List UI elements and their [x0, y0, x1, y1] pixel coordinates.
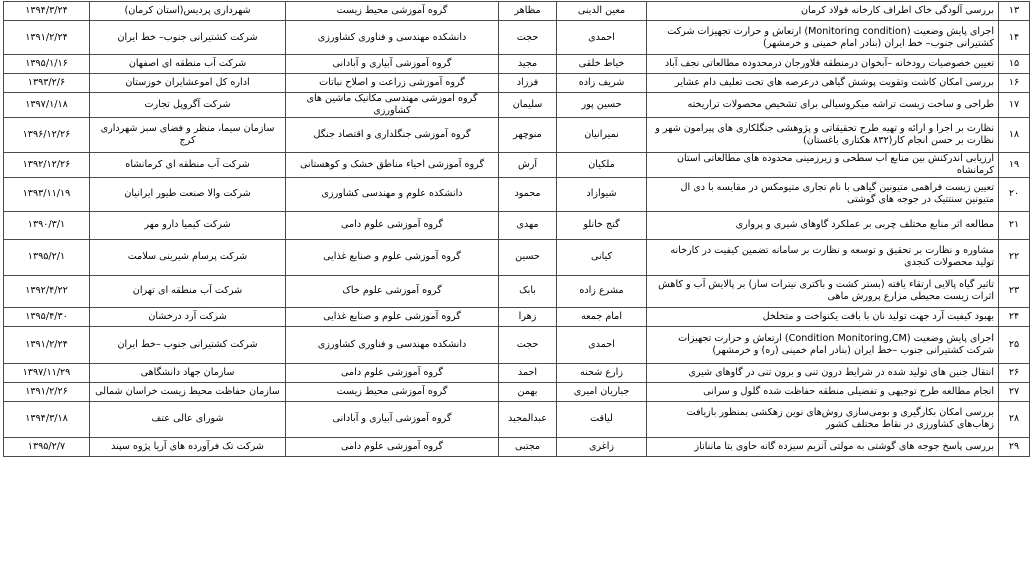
row-number: ۲۳ — [999, 275, 1030, 307]
first-name: بهمن — [499, 382, 557, 401]
client-organization: شرکت والا صنعت طیور ایرانیان — [90, 177, 286, 211]
first-name: مجتبی — [499, 437, 557, 456]
table-row — [4, 93, 1030, 118]
first-name: فرزاد — [499, 74, 557, 93]
table-row — [4, 2, 1030, 21]
project-title: بهبود کیفیت آرد جهت تولید نان با بافت یکنواخت و متخلخل — [647, 307, 999, 326]
contract-date: ۱۳۹۴/۳/۲۴ — [4, 2, 90, 21]
client-organization: شورای عالی عتف — [90, 401, 286, 437]
table-row — [4, 363, 1030, 382]
table-row — [4, 55, 1030, 74]
contract-date: ۱۳۹۴/۳/۱۸ — [4, 401, 90, 437]
row-number: ۱۹ — [999, 152, 1030, 177]
first-name: حجت — [499, 21, 557, 55]
department: گروه آموزشی محیط زیست — [286, 382, 499, 401]
project-title: نظارت بر اجرا و ارائه و تهیه طرح تحقیقاتی و پژوهشی جنگلکاری های پیرامون شهر و نظارت بر حسن انجام کار(۸۳۲ هکتاری باغستان) — [647, 117, 999, 152]
row-number: ۲۱ — [999, 211, 1030, 239]
table-row — [4, 275, 1030, 307]
first-name: منوچهر — [499, 117, 557, 152]
department: گروه آموزشی علوم دامی — [286, 211, 499, 239]
project-title: طراحی و ساخت زیست تراشه میکروسیالی برای تشخیص محصولات تراریخته — [647, 93, 999, 118]
department: گروه آموزشی علوم دامی — [286, 363, 499, 382]
contract-date: ۱۳۹۱/۲/۲۶ — [4, 382, 90, 401]
project-title: مشاوره و نظارت بر تحقیق و توسعه و نظارت بر سامانه تضمین کیفیت در کارخانه تولید محصولات کنجدی — [647, 239, 999, 275]
project-title: انجام مطالعه طرح توجیهی و تفضیلی منطقه حفاظت شده گلول و سرانی — [647, 382, 999, 401]
project-title: انتقال جنین های تولید شده در شرایط درون تنی و برون تنی در گاوهای شیری — [647, 363, 999, 382]
contract-date: ۱۳۹۱/۲/۲۴ — [4, 326, 90, 363]
first-name: احمد — [499, 363, 557, 382]
first-name: سلیمان — [499, 93, 557, 118]
last-name: شریف زاده — [557, 74, 647, 93]
table-row — [4, 177, 1030, 211]
table-row — [4, 382, 1030, 401]
last-name: گنج خانلو — [557, 211, 647, 239]
row-number: ۱۴ — [999, 21, 1030, 55]
first-name: آرش — [499, 152, 557, 177]
contract-date: ۱۳۹۲/۱۲/۲۶ — [4, 152, 90, 177]
department: گروه آموزشی علوم و صنایع غذایی — [286, 307, 499, 326]
row-number: ۱۳ — [999, 2, 1030, 21]
contract-date: ۱۳۹۳/۱۱/۱۹ — [4, 177, 90, 211]
row-number: ۲۹ — [999, 437, 1030, 456]
table-row — [4, 239, 1030, 275]
project-title: بررسی امکان بکارگیری و بومی‌سازی روش‌های نوین زهکشی بمنظور بازیافت زهاب‌های کشاورزی در نقاط مختلف کشور — [647, 401, 999, 437]
department: گروه آموزشی علوم و صنایع غذایی — [286, 239, 499, 275]
client-organization: شهرداری پردیس(استان کرمان) — [90, 2, 286, 21]
row-number: ۲۲ — [999, 239, 1030, 275]
row-number: ۱۷ — [999, 93, 1030, 118]
last-name: شیوازاد — [557, 177, 647, 211]
last-name: حسین پور — [557, 93, 647, 118]
client-organization: سازمان جهاد دانشگاهی — [90, 363, 286, 382]
last-name: کیانی — [557, 239, 647, 275]
last-name: خیاط خلقی — [557, 55, 647, 74]
first-name: زهرا — [499, 307, 557, 326]
project-title: اجرای پایش وضعیت (Monitoring condition) ارتعاش و حرارت تجهیزات شرکت کشتیرانی جنوب– خط ایران (بنادر امام خمینی و خرمشهر) — [647, 21, 999, 55]
project-title: بررسی آلودگی خاک اطراف کارخانه فولاد کرمان — [647, 2, 999, 21]
table-row — [4, 326, 1030, 363]
table-row — [4, 401, 1030, 437]
table-body — [4, 2, 1030, 457]
client-organization: اداره کل اموعشایران خوزستان — [90, 74, 286, 93]
row-number: ۱۵ — [999, 55, 1030, 74]
project-title: بررسی پاسخ جوجه های گوشتی به مولتی آنزیم سیزده گانه حاوی بتا مانناناز — [647, 437, 999, 456]
first-name: حسین — [499, 239, 557, 275]
department: گروه آموزشی آبیاری و آبادانی — [286, 55, 499, 74]
project-title: مطالعه اثر منابع مختلف چربی بر عملکرد گاوهای شیری و پرواری — [647, 211, 999, 239]
row-number: ۲۷ — [999, 382, 1030, 401]
client-organization: سازمان حفاظت محیط زیست خراسان شمالی — [90, 382, 286, 401]
department: دانشکده مهندسی و فناوری کشاورزی — [286, 21, 499, 55]
department: دانشکده مهندسی و فناوری کشاورزی — [286, 326, 499, 363]
project-title: تاثیر گیاه پالایی ارتقاء یافته (بستر کشت و باکتری نیترات ساز) بر پالایش آب و کاهش اثرات زیست محیطی مزارع پرورش ماهی — [647, 275, 999, 307]
client-organization: شرکت کیمیا دارو مهر — [90, 211, 286, 239]
department: دانشکده علوم و مهندسی کشاورزی — [286, 177, 499, 211]
department: گروه آموزشی آبیاری و آبادانی — [286, 401, 499, 437]
table-row — [4, 307, 1030, 326]
first-name: مظاهر — [499, 2, 557, 21]
client-organization: شرکت آب منطقه ای کرمانشاه — [90, 152, 286, 177]
contract-date: ۱۳۹۵/۲/۱ — [4, 239, 90, 275]
client-organization: شرکت کشتیرانی جنوب– خط ایران — [90, 21, 286, 55]
row-number: ۲۶ — [999, 363, 1030, 382]
last-name: نمیرانیان — [557, 117, 647, 152]
last-name: معین الدینی — [557, 2, 647, 21]
contract-date: ۱۳۹۳/۲/۶ — [4, 74, 90, 93]
first-name: محمود — [499, 177, 557, 211]
project-title: بررسی امکان کاشت وتقویت پوشش گیاهی درعرصه های تحت تعلیف دام عشایر — [647, 74, 999, 93]
first-name: مهدی — [499, 211, 557, 239]
contract-date: ۱۳۹۵/۲/۷ — [4, 437, 90, 456]
project-title: اجرای پایش وضعیت (Condition Monitoring,CM) ارتعاش و حرارت تجهیزات شرکت کشتیرانی جنوب –خط ایران (بنادر امام خمینی (ره) و خرمشهر) — [647, 326, 999, 363]
row-number: ۱۸ — [999, 117, 1030, 152]
client-organization: شرکت کشتیرانی جنوب –خط ایران — [90, 326, 286, 363]
first-name: عبدالمجید — [499, 401, 557, 437]
first-name: بابک — [499, 275, 557, 307]
first-name: حجت — [499, 326, 557, 363]
department: گروه آموزشی محیط زیست — [286, 2, 499, 21]
table-row — [4, 21, 1030, 55]
client-organization: شرکت آرد درخشان — [90, 307, 286, 326]
client-organization: سازمان سیما، منظر و فضای سبز شهرداری کرج — [90, 117, 286, 152]
department: گروه آموزشی جنگلداری و اقتصاد جنگل — [286, 117, 499, 152]
last-name: مشرع زاده — [557, 275, 647, 307]
project-title: تعیین زیست فراهمی متیونین گیاهی با نام تجاری متیومکس در مقایسه با دی ال متیونین سنتتیک در جوجه های گوشتی — [647, 177, 999, 211]
projects-table — [3, 1, 1030, 457]
client-organization: شرکت آب منطقه ای اصفهان — [90, 55, 286, 74]
table-row — [4, 152, 1030, 177]
contract-date: ۱۳۹۲/۴/۲۲ — [4, 275, 90, 307]
last-name: ملکیان — [557, 152, 647, 177]
row-number: ۱۶ — [999, 74, 1030, 93]
row-number: ۲۸ — [999, 401, 1030, 437]
last-name: امام جمعه — [557, 307, 647, 326]
table-row — [4, 117, 1030, 152]
last-name: زارع شحنه — [557, 363, 647, 382]
department: گروه آموزشی احیاء مناطق خشک و کوهستانی — [286, 152, 499, 177]
department: گروه آموزشی مهندسی مکانیک ماشین های کشاورزی — [286, 93, 499, 118]
client-organization: شرکت پرسام شیرینی سلامت — [90, 239, 286, 275]
last-name: جباریان امیری — [557, 382, 647, 401]
last-name: زاغری — [557, 437, 647, 456]
table-row — [4, 437, 1030, 456]
contract-date: ۱۳۹۵/۴/۳۰ — [4, 307, 90, 326]
project-title: تعیین خصوصیات رودخانه –آبخوان درمنطقه فلاورجان درمحدوده مطالعاتی نجف آباد — [647, 55, 999, 74]
last-name: احمدی — [557, 21, 647, 55]
last-name: احمدی — [557, 326, 647, 363]
first-name: مجید — [499, 55, 557, 74]
contract-date: ۱۳۹۷/۱/۱۸ — [4, 93, 90, 118]
contract-date: ۱۳۹۰/۳/۱ — [4, 211, 90, 239]
row-number: ۲۰ — [999, 177, 1030, 211]
last-name: لیاقت — [557, 401, 647, 437]
row-number: ۲۴ — [999, 307, 1030, 326]
department: گروه آموزشی علوم دامی — [286, 437, 499, 456]
table-row — [4, 211, 1030, 239]
contract-date: ۱۳۹۱/۲/۲۴ — [4, 21, 90, 55]
table-row — [4, 74, 1030, 93]
department: گروه آموزشی زراعت و اصلاح نباتات — [286, 74, 499, 93]
row-number: ۲۵ — [999, 326, 1030, 363]
client-organization: شرکت تک فرآورده های آریا پژوه سپند — [90, 437, 286, 456]
department: گروه آموزشی علوم خاک — [286, 275, 499, 307]
contract-date: ۱۳۹۷/۱۱/۲۹ — [4, 363, 90, 382]
contract-date: ۱۳۹۵/۱/۱۶ — [4, 55, 90, 74]
client-organization: شرکت آگروپل تجارت — [90, 93, 286, 118]
project-title: ارزیابی اندرکنش بین منابع آب سطحی و زیرزمینی محدوده های مطالعاتی استان کرمانشاه — [647, 152, 999, 177]
client-organization: شرکت آب منطقه ای تهران — [90, 275, 286, 307]
contract-date: ۱۳۹۶/۱۲/۲۶ — [4, 117, 90, 152]
